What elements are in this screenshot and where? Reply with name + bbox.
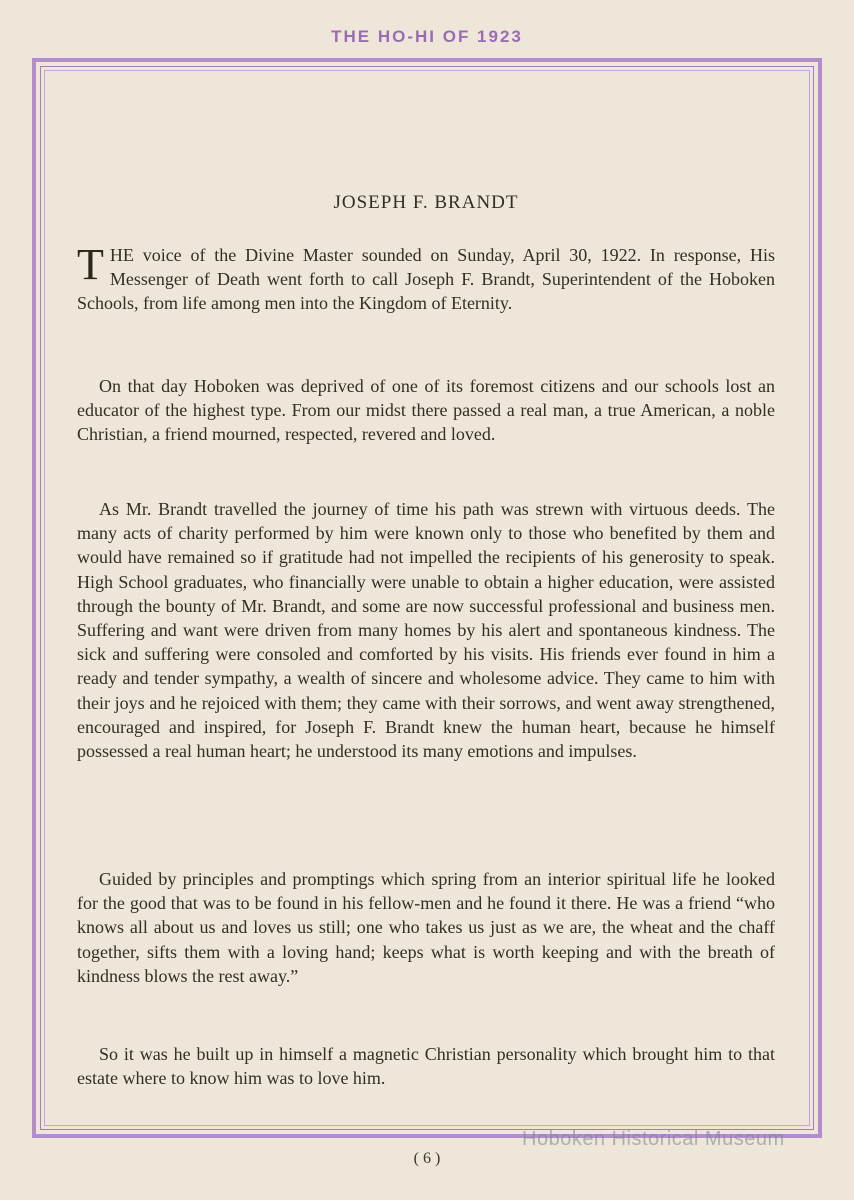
- running-head: THE HO-HI OF 1923: [331, 27, 523, 46]
- drop-cap: T: [77, 240, 104, 289]
- paragraph-1-text: HE voice of the Divine Master sounded on Sunday, April 30, 1922. In response, His Messenger of Death went forth to call Joseph F. Brandt, Superintendent of the Hoboken Schools, from life among men into the Kingdom of Eternity.: [77, 245, 775, 314]
- paragraph-2: On that day Hoboken was deprived of one of its foremost citizens and our schools lost an educator of the highest type. From our midst there passed a real man, a true American, a noble Christian, a friend mourned, respected, revered and loved.: [77, 376, 775, 445]
- paragraph-5: So it was he built up in himself a magnetic Christian personality which brought him to that estate where to know him was to love him.: [77, 1044, 775, 1089]
- museum-watermark: Hoboken Historical Museum: [522, 1128, 785, 1150]
- paragraph-3: As Mr. Brandt travelled the journey of time his path was strewn with virtuous deeds. The many acts of charity performed by him were known only to those who benefited by them and would have remained so if gratitude had not impelled the recipients of his generosity to speak. High School graduates, who financially were unable to obtain a higher education, were assisted through the bounty of Mr. Brandt, and some are now successful professional and business men. Suffering and want were driven from many homes by his alert and spontaneous kindness. The sick and suffering were consoled and comforted by his visits. His friends ever found in him a ready and tender sympathy, a wealth of sincere and wholesome advice. They came to him with their joys and he rejoiced with them; they came with their sorrows, and went away strengthened, encouraged and inspired, for Joseph F. Brandt knew the human heart, because he himself possessed a real human heart; he understood its many emotions and impulses.: [77, 499, 775, 762]
- paragraph-1: [77, 240, 775, 316]
- page-number: ( 6 ): [413, 1150, 441, 1167]
- article-title: JOSEPH F. BRANDT: [333, 192, 519, 213]
- paragraph-4: Guided by principles and promptings which spring from an interior spiritual life he looked for the good that was to be found in his fellow-men and he found it there. He was a friend “who knows all about us and loves us still; one who takes us just as we are, the wheat and the chaff together, sifts them with a loving hand; keeps what is worth keeping and with the breath of kindness blows the rest away.”: [77, 869, 775, 986]
